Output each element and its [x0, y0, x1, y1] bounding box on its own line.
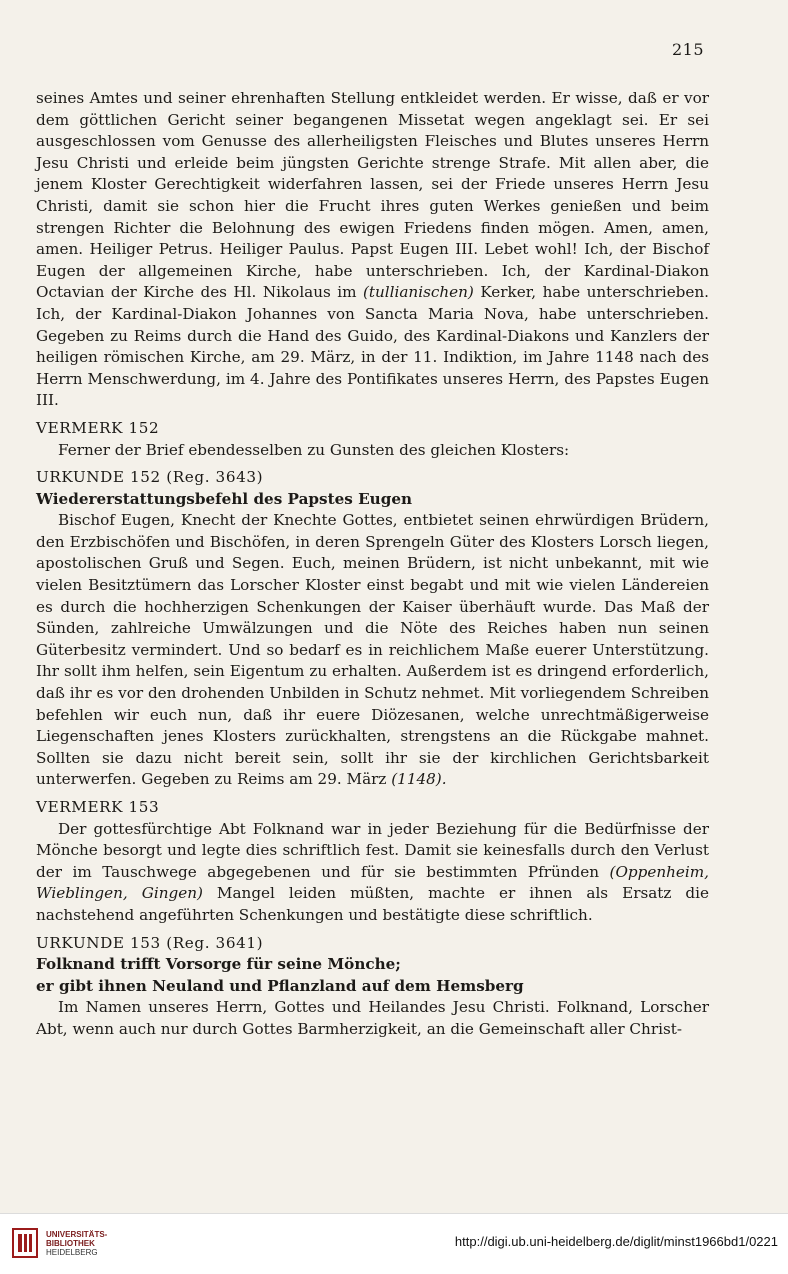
paragraph-text: Kerker, habe unterschrieben. Ich, der Kardinal-Diakon Johannes von Sancta Maria Nova, habe unterschrieben. Gegeben zu Reims durch die Hand des Guido, des Kardinal-Diakons und Kanzlers der heiligen römischen Kirche, am 29. März, in der 11. Indiktion, im Jahre 1148 nach des Herrn Menschwerdung, im 4. Jahre des Pontifikates unseres Herrn, des Papstes Eugen III.: [36, 283, 709, 410]
page-number: 215: [671, 40, 704, 59]
vermerk-153-text: [36, 819, 709, 927]
library-name-line-3: HEIDELBERG: [46, 1248, 98, 1257]
source-url-link[interactable]: http://digi.ub.uni-heidelberg.de/diglit/minst1966bd1/0221: [454, 1234, 778, 1249]
urkunde-153-title-line-1: Folknand trifft Vorsorge für seine Mönche;: [36, 955, 401, 974]
urkunde-153-heading: URKUNDE 153 (Reg. 3641): [36, 933, 264, 952]
university-library-logo-icon[interactable]: [12, 1228, 38, 1258]
urkunde-152-title: Wiedererstattungsbefehl des Papstes Eugen: [36, 489, 413, 508]
paragraph-text: Der gottesfürchtige Abt Folknand war in jeder Beziehung für die Bedürfnisse der Mönche besorgt und legte dies schriftlich fest. Damit sie keinesfalls durch den Verlust der im Tauschwege abgegebenen und für sie bestimmten Pfründen: [36, 819, 709, 881]
urkunde-153-text: Im Namen unseres Herrn, Gottes und Heilandes Jesu Christi. Folknand, Lorscher Abt, wenn auch nur durch Gottes Barmherzigkeit, an die Gemeinschaft aller Christ-: [36, 998, 709, 1038]
urkunde-152-text: [36, 510, 709, 791]
library-name-line-2: BIBLIOTHEK: [46, 1239, 95, 1248]
footer-bar: [0, 1213, 788, 1274]
paragraph-text: seines Amtes und seiner ehrenhaften Stellung entkleidet werden. Er wisse, daß er vor dem göttlichen Gericht seiner begangenen Missetat wegen angeklagt sei. Er sei ausgeschlossen vom Genusse des allerheiligsten Fleisches und Blutes unseres Herrn Jesu Christi und erleide beim jüngsten Gerichte strenge Strafe. Mit allen aber, die jenem Kloster Gerechtigkeit widerfahren lassen, sei der Friede unseres Herrn Jesu Christi, damit sie schon hier die Frucht ihres guten Werkes genießen und beim strengen Richter die Belohnung des ewigen Friedens finden mögen. Amen, amen, amen. Heiliger Petrus. Heiliger Paulus. Papst Eugen III. Lebet wohl! Ich, der Bischof Eugen der allgemeinen Kirche, habe unterschrieben. Ich, der Kardinal-Diakon Octavian der Kirche des Hl. Nikolaus im: [36, 89, 709, 302]
library-name-line-1: UNIVERSITÄTS-: [46, 1230, 108, 1239]
italic-text: (1148).: [391, 770, 447, 789]
paragraph-text: Bischof Eugen, Knecht der Knechte Gottes, entbietet seinen ehrwürdigen Brüdern, den Erzbischöfen und Bischöfen, in deren Sprengeln Güter des Klosters Lorsch liegen, apostolischen Gruß und Segen. Euch, meinen Brüdern, ist nicht unbekannt, mit wie vielen Besitztümern das Lorscher Kloster einst begabt und mit wie vielen Ländereien es durch die hochherzigen Schenkungen der Kaiser überhäuft wurde. Das Maß der Sünden, zahlreiche Umwälzungen und die Nöte des Reiches haben nun seinen Güterbesitz vermindert. Und so bedarf es in reichlichem Maße euerer Unterstützung. Ihr sollt ihm helfen, sein Eigentum zu erhalten. Außerdem ist es dringend erforderlich, daß ihr es vor den drohenden Unbilden in Schutz nehmet. Mit vorliegendem Schreiben befehlen wir euch nun, daß ihr euere Diözesanen, welche unrechtmäßigerweise Liegenschaften jenes Klosters zurückhalten, strengstens an die Rückgabe mahnet. Sollten sie dazu nicht bereit sein, sollt ihr sie der kirchlichen Gerichtsbarkeit unterwerfen. Gegeben zu Reims am 29. März: [36, 511, 709, 789]
vermerk-152-text: Ferner der Brief ebendesselben zu Gunsten des gleichen Klosters:: [58, 440, 570, 459]
vermerk-152-heading: VERMERK 152: [36, 418, 160, 437]
library-name: [46, 1230, 107, 1257]
italic-text: (tullianischen): [363, 283, 474, 302]
urkunde-153-title-line-2: er gibt ihnen Neuland und Pflanzland auf dem Hemsberg: [36, 976, 524, 995]
paragraph-continuation: [36, 88, 709, 412]
vermerk-153-heading: VERMERK 153: [36, 798, 160, 816]
urkunde-152-heading: URKUNDE 152 (Reg. 3643): [36, 468, 264, 487]
page-body: [36, 88, 709, 1041]
italic-text: (Oppenheim, Wieblingen, Gingen): [36, 862, 709, 903]
paragraph-text: Mangel leiden müßten, machte er ihnen als Ersatz die nachstehend angeführten Schenkungen und bestätigte diese schriftlich.: [36, 884, 709, 924]
